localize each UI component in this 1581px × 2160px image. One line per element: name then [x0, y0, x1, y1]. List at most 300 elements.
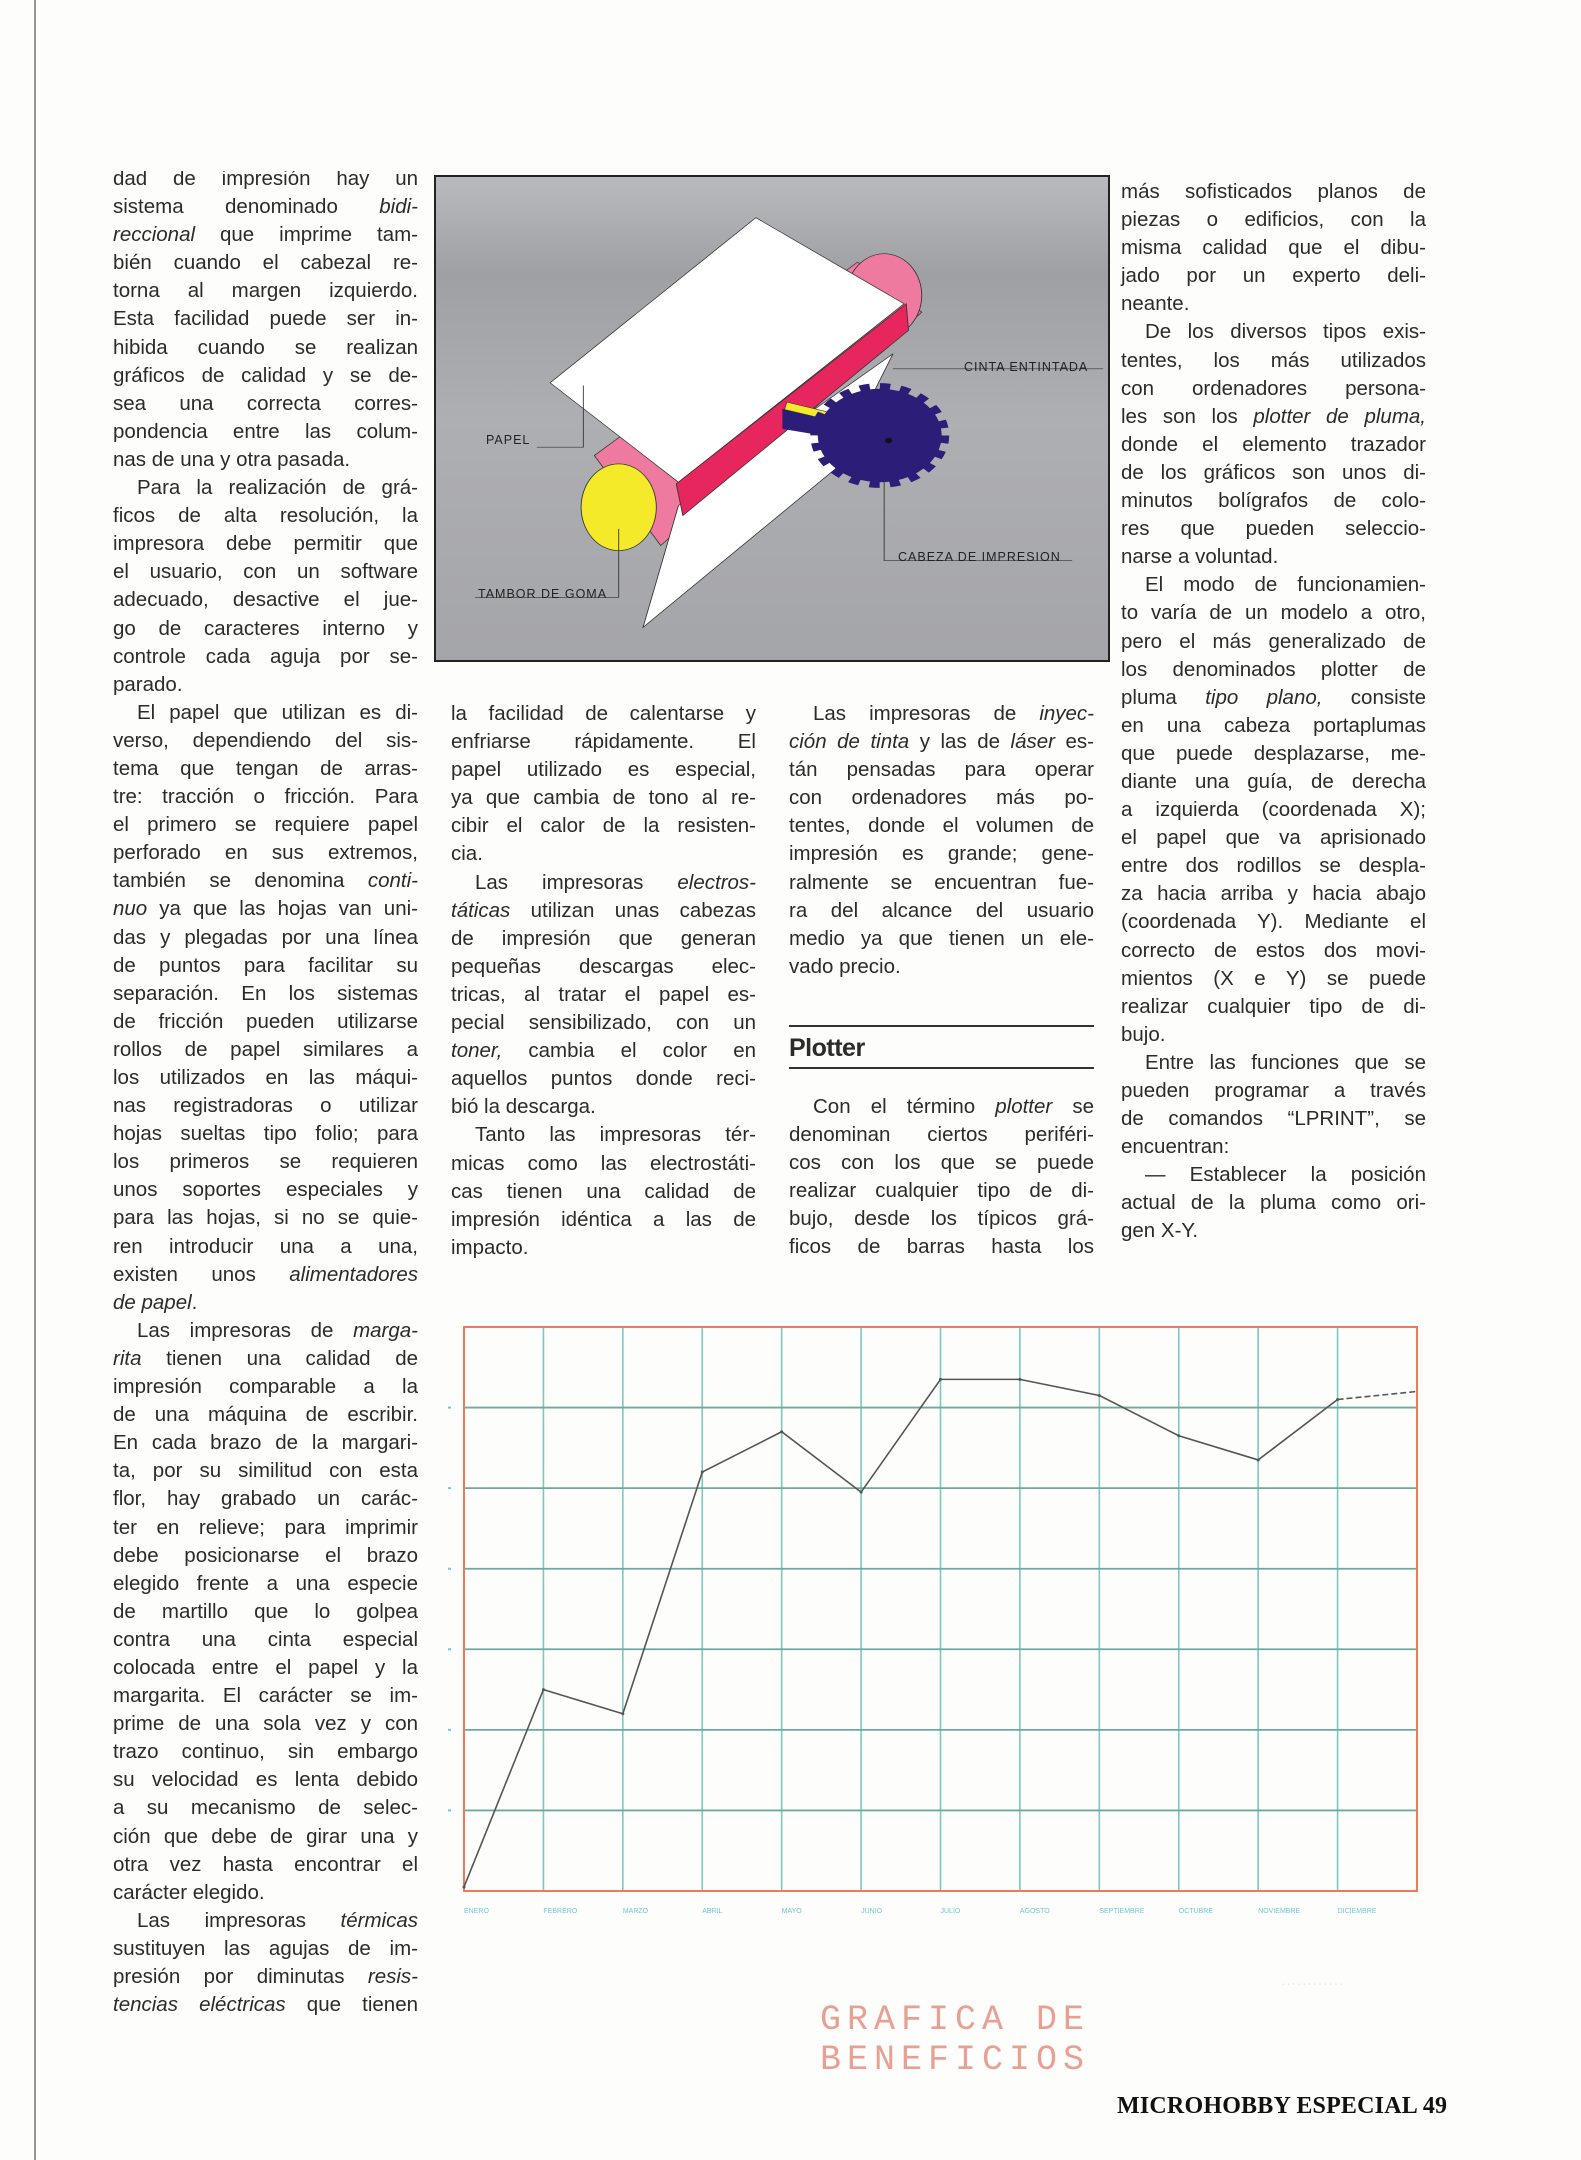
- text-run: que tienen: [285, 1993, 418, 2017]
- text-line: [1121, 1217, 1426, 1245]
- text-run: papel utilizado es especial,: [451, 758, 756, 782]
- paragraph: [451, 1121, 756, 1261]
- text-line: [113, 390, 418, 418]
- text-column-2: [451, 700, 756, 1262]
- text-line: [1121, 628, 1426, 656]
- italic-term: alimentadores: [289, 1262, 418, 1286]
- text-run: Para la realización de grá-: [137, 476, 418, 500]
- text-run: neante.: [1121, 292, 1190, 316]
- text-line: [113, 334, 418, 362]
- text-run: Las impresoras: [475, 870, 678, 894]
- text-line: [113, 1766, 418, 1794]
- italic-term: tipo plano,: [1205, 685, 1323, 709]
- text-line: [113, 171, 418, 193]
- text-line: [113, 305, 418, 333]
- text-run: margarita. El carácter se im-: [113, 1684, 418, 1708]
- text-run: de comandos “LPRINT”, se: [1121, 1107, 1426, 1131]
- text-line: [789, 897, 1094, 925]
- text-line: [113, 1345, 418, 1373]
- text-line: [113, 811, 418, 839]
- text-line: [789, 953, 1094, 981]
- text-run: (coordenada Y). Mediante el: [1121, 910, 1426, 934]
- page-footer: MICROHOBBY ESPECIAL 49: [1117, 2093, 1448, 2119]
- italic-term: reccional: [113, 223, 196, 247]
- text-line: [113, 895, 418, 923]
- text-line: [1121, 965, 1426, 993]
- italic-term: de papel: [113, 1290, 192, 1314]
- profit-line-chart: [440, 1315, 1440, 1935]
- section-heading: Plotter: [789, 1033, 865, 1062]
- text-line: [113, 530, 418, 558]
- text-line: [451, 981, 756, 1009]
- text-line: [113, 1935, 418, 1963]
- x-tick-label: ENERO: [464, 1908, 489, 1915]
- text-run: mientos (X e Y) se puede: [1121, 966, 1426, 990]
- text-line: [113, 1879, 418, 1907]
- text-line: [789, 1177, 1094, 1205]
- text-run: donde el elemento trazador: [1121, 432, 1426, 456]
- text-run: Entre las funciones que se: [1145, 1050, 1426, 1074]
- text-run: colocada entre el papel y la: [113, 1655, 418, 1679]
- text-line: [789, 1205, 1094, 1233]
- x-tick-label: FEBRERO: [543, 1908, 578, 1915]
- text-run: tán pensadas para operar: [789, 758, 1094, 782]
- text-run: das y plegadas por una línea: [113, 925, 418, 949]
- paragraph: [113, 699, 418, 1317]
- text-line: [1121, 403, 1426, 431]
- series-line-trailing: [1338, 1391, 1417, 1399]
- text-run: los denominados plotter de: [1121, 657, 1426, 681]
- text-run: cambia el color en: [502, 1039, 756, 1063]
- text-run: trazo continuo, sin embargo: [113, 1740, 418, 1764]
- text-line: [113, 418, 418, 446]
- text-line: [113, 1570, 418, 1598]
- data-point: [701, 1471, 704, 1474]
- text-run: to varía de un modelo a otro,: [1121, 601, 1426, 625]
- italic-term: táticas: [451, 898, 511, 922]
- text-run: piezas o edificios, con la: [1121, 208, 1426, 232]
- text-line: [1121, 908, 1426, 936]
- text-line: [113, 1204, 418, 1232]
- text-run: hibida cuando se realizan: [113, 335, 418, 359]
- text-line: [451, 1206, 756, 1234]
- text-line: [113, 867, 418, 895]
- text-run: cibir el calor de la resisten-: [451, 814, 756, 838]
- text-line: [789, 1149, 1094, 1177]
- text-line: [113, 1148, 418, 1176]
- text-line: [451, 756, 756, 784]
- text-line: [113, 1064, 418, 1092]
- text-run: nas de una y otra pasada.: [113, 447, 351, 471]
- text-run: torna al margen izquierdo.: [113, 279, 418, 303]
- text-run: prime de una sola vez y con: [113, 1712, 418, 1736]
- text-run: de impresión que generan: [451, 926, 756, 950]
- text-run: impresión comparable a la: [113, 1375, 418, 1399]
- paragraph: [113, 1317, 418, 1907]
- paragraph: [451, 700, 756, 869]
- text-line: [1121, 937, 1426, 965]
- text-run: impresión es grande; gene-: [789, 842, 1094, 866]
- paragraph: [113, 474, 418, 699]
- text-run: hojas sueltas tipo folio; para: [113, 1122, 418, 1146]
- text-run: existen unos: [113, 1262, 290, 1286]
- text-line: [113, 1176, 418, 1204]
- text-line: [113, 1429, 418, 1457]
- text-line: [451, 784, 756, 812]
- text-line: [1121, 993, 1426, 1021]
- text-line: [113, 558, 418, 586]
- italic-term: láser: [1010, 730, 1055, 754]
- text-run: Las impresoras de: [137, 1318, 354, 1342]
- text-run: narse a voluntad.: [1121, 545, 1279, 569]
- italic-term: resis-: [367, 1965, 418, 1988]
- text-line: [789, 840, 1094, 868]
- text-line: [113, 1654, 418, 1682]
- text-line: [1121, 880, 1426, 908]
- text-line: [1121, 1189, 1426, 1217]
- text-run: unos soportes especiales y: [113, 1178, 418, 1202]
- text-line: [113, 615, 418, 643]
- text-run: Con el término: [813, 1094, 996, 1118]
- text-run: pluma: [1121, 685, 1206, 709]
- text-run: ta, por su similitud con esta: [113, 1459, 418, 1483]
- text-run: Las impresoras: [137, 1908, 341, 1932]
- text-run: los primeros se requieren: [113, 1150, 418, 1174]
- italic-term: plotter de pluma,: [1253, 404, 1426, 428]
- paragraph: [113, 1907, 418, 2019]
- text-run: Tanto las impresoras tér-: [475, 1123, 756, 1147]
- paragraph: [789, 700, 1094, 981]
- text-line: [451, 1234, 756, 1262]
- text-run: actual de la pluma como ori-: [1121, 1191, 1426, 1215]
- text-run: bujo.: [1121, 1022, 1166, 1046]
- text-line: [113, 1373, 418, 1401]
- text-line: [113, 1851, 418, 1879]
- text-line: [789, 1233, 1094, 1261]
- text-run: sistema denominado: [113, 195, 380, 219]
- x-tick-label: JULIO: [940, 1908, 961, 1915]
- text-line: [789, 812, 1094, 840]
- text-run: y las de: [909, 730, 1011, 754]
- text-run: denominan ciertos periféri-: [789, 1123, 1094, 1147]
- text-line: [1121, 459, 1426, 487]
- text-line: [1121, 684, 1426, 712]
- text-run: ter en relieve; para imprimir: [113, 1515, 418, 1539]
- x-tick-label: NOVIEMBRE: [1258, 1908, 1301, 1915]
- text-run: cia.: [451, 842, 483, 866]
- italic-term: térmicas: [340, 1908, 418, 1932]
- text-run: es-: [1054, 730, 1094, 754]
- x-tick-label: OCTUBRE: [1178, 1908, 1213, 1915]
- text-run: los utilizados en las máqui-: [113, 1066, 418, 1089]
- text-line: [113, 1794, 418, 1822]
- text-run: El modo de funcionamien-: [1145, 573, 1426, 597]
- text-line: [113, 1261, 418, 1289]
- text-run: — Establecer la posición: [1145, 1163, 1426, 1187]
- text-line: [113, 1289, 418, 1317]
- text-line: [1121, 1049, 1426, 1077]
- text-run: ficos de alta resolución, la: [113, 504, 418, 528]
- text-run: bió la descarga.: [451, 1095, 596, 1119]
- text-run: elegido frente a una especie: [113, 1571, 418, 1595]
- text-run: tentes, los más utilizados: [1121, 348, 1426, 372]
- text-run: res que pueden seleccio-: [1121, 517, 1426, 541]
- text-run: su velocidad es lenta debido: [113, 1768, 418, 1792]
- text-run: otra vez hasta encontrar el: [113, 1852, 418, 1876]
- italic-term: nuo: [113, 897, 148, 921]
- text-run: de martillo que lo golpea: [113, 1599, 418, 1623]
- text-line: [113, 1485, 418, 1513]
- text-run: el papel que va aprisionado: [1121, 826, 1426, 850]
- data-point: [860, 1491, 863, 1494]
- text-run: tentes, donde el volumen de: [789, 814, 1094, 838]
- text-line: [1121, 656, 1426, 684]
- label-rubber-drum: TAMBOR DE GOMA: [478, 587, 608, 601]
- data-point: [780, 1430, 783, 1433]
- text-line: [451, 840, 756, 868]
- italic-term: conti-: [367, 869, 418, 893]
- paragraph: [451, 869, 756, 1122]
- text-line: [451, 1037, 756, 1065]
- text-line: [113, 1036, 418, 1064]
- text-run: Esta facilidad puede ser in-: [113, 307, 418, 331]
- text-run: correcto de estos dos movi-: [1121, 938, 1426, 962]
- text-line: [1121, 824, 1426, 852]
- text-line: [1121, 599, 1426, 627]
- text-line: [789, 756, 1094, 784]
- label-paper: PAPEL: [486, 433, 531, 447]
- text-run: pondencia entre las colum-: [113, 419, 418, 443]
- text-line: [789, 728, 1094, 756]
- text-line: [113, 1092, 418, 1120]
- text-line: [789, 869, 1094, 897]
- paragraph: [113, 171, 418, 474]
- column-1-clip: [100, 171, 430, 2071]
- text-run: separación. En los sistemas: [113, 981, 418, 1005]
- text-run: bujo, desde los típicos grá-: [789, 1207, 1094, 1231]
- text-line: [113, 952, 418, 980]
- text-run: presión por diminutas: [113, 1965, 368, 1988]
- chart-credit-smudge: · · · · · · · · · · · ·: [1282, 1981, 1343, 1988]
- text-run: go de caracteres interno y: [113, 616, 418, 640]
- text-run: entre dos rodillos se despla-: [1121, 854, 1426, 878]
- text-run: de una máquina de escribir.: [113, 1403, 418, 1427]
- italic-term: plotter: [995, 1094, 1053, 1118]
- text-run: tricas, al tratar el papel es-: [451, 982, 756, 1006]
- heading-rule-bottom: [789, 1067, 1094, 1069]
- text-run: realizar cualquier tipo de di-: [1121, 994, 1426, 1018]
- paragraph: [1121, 1161, 1426, 1245]
- text-run: que imprime tam-: [195, 223, 418, 247]
- text-run: jado por un experto deli-: [1121, 264, 1426, 288]
- text-line: [113, 699, 418, 727]
- text-line: [1121, 347, 1426, 375]
- text-line: [113, 446, 418, 474]
- text-line: [1121, 375, 1426, 403]
- text-line: [113, 1963, 418, 1991]
- italic-term: toner,: [451, 1039, 503, 1063]
- text-run: impacto.: [451, 1235, 529, 1259]
- text-run: pero el más generalizado de: [1121, 629, 1426, 653]
- text-line: [113, 586, 418, 614]
- text-run: les son los: [1121, 404, 1254, 428]
- text-line: [1121, 543, 1426, 571]
- text-run: que puede desplazarse, me-: [1121, 741, 1426, 765]
- text-run: En cada brazo de la margari-: [113, 1431, 418, 1455]
- text-line: [1121, 290, 1426, 318]
- text-run: De los diversos tipos exis-: [1145, 320, 1426, 344]
- text-run: El papel que utilizan es di-: [137, 700, 418, 724]
- text-run: vado precio.: [789, 954, 901, 978]
- text-line: [113, 1907, 418, 1935]
- text-line: [113, 221, 418, 249]
- text-line: [113, 1120, 418, 1148]
- data-point: [1018, 1378, 1021, 1381]
- text-line: [1121, 487, 1426, 515]
- text-run: ya que cambia de tono al re-: [451, 786, 756, 810]
- text-line: [113, 1008, 418, 1036]
- text-run: de puntos para facilitar su: [113, 953, 418, 977]
- italic-term: tencias eléctricas: [113, 1993, 286, 2017]
- x-tick-label: JUNIO: [861, 1908, 883, 1915]
- text-line: [789, 700, 1094, 728]
- text-run: micas como las electrostáti-: [451, 1151, 756, 1175]
- text-line: [113, 1514, 418, 1542]
- text-line: [113, 1626, 418, 1654]
- text-run: con ordenadores más po-: [789, 786, 1094, 810]
- chart-title: GRAFICA DE BENEFICIOS: [819, 2000, 1091, 2080]
- text-line: [113, 1598, 418, 1626]
- text-run: consiste: [1322, 685, 1427, 709]
- italic-term: rita: [113, 1346, 142, 1370]
- text-line: [451, 700, 756, 728]
- text-run: bién cuando el cabezal re-: [113, 251, 418, 275]
- text-line: [113, 727, 418, 755]
- italic-term: inyec-: [1039, 702, 1094, 725]
- text-line: [113, 1823, 418, 1851]
- italic-term: bidi-: [379, 195, 418, 219]
- data-point: [1098, 1394, 1101, 1397]
- text-line: [1121, 515, 1426, 543]
- text-line: [113, 755, 418, 783]
- text-run: ra del alcance del usuario: [789, 898, 1094, 922]
- data-point: [939, 1378, 942, 1381]
- paragraph: [1121, 571, 1426, 1049]
- paragraph: [789, 1093, 1094, 1262]
- text-run: medio ya que tienen un ele-: [789, 926, 1094, 950]
- text-line: [113, 362, 418, 390]
- text-run: realizar cualquier tipo de di-: [789, 1179, 1094, 1203]
- text-line: [113, 671, 418, 699]
- text-run: de fricción pueden utilizarse: [113, 1009, 418, 1033]
- text-line: [451, 1178, 756, 1206]
- text-run: sea una correcta corres-: [113, 391, 418, 415]
- text-line: [113, 1542, 418, 1570]
- text-line: [789, 784, 1094, 812]
- data-point: [621, 1712, 624, 1715]
- x-tick-label: AGOSTO: [1019, 1908, 1050, 1915]
- text-line: [451, 812, 756, 840]
- text-line: [113, 249, 418, 277]
- text-line: [1121, 852, 1426, 880]
- text-run: Las impresoras de: [813, 702, 1040, 725]
- text-line: [451, 1150, 756, 1178]
- x-tick-label: ABRIL: [702, 1908, 723, 1915]
- text-run: contra una cinta especial: [113, 1627, 418, 1651]
- text-line: [1121, 1105, 1426, 1133]
- text-column-1: [113, 171, 418, 2019]
- text-line: [1121, 1077, 1426, 1105]
- text-line: [789, 925, 1094, 953]
- text-run: también se denomina: [113, 869, 368, 893]
- text-line: [789, 1121, 1094, 1149]
- text-line: [1121, 318, 1426, 346]
- print-head-gear: [818, 389, 942, 482]
- text-column-4: [1121, 178, 1426, 1246]
- text-run: cos con los que se puede: [789, 1151, 1094, 1175]
- text-run: ralmente se encuentran fue-: [789, 870, 1094, 894]
- text-run: ya que las hojas van uni-: [147, 897, 418, 921]
- text-line: [451, 1065, 756, 1093]
- text-line: [1121, 206, 1426, 234]
- text-line: [1121, 234, 1426, 262]
- text-run: ren introducir una a una,: [113, 1234, 418, 1258]
- text-run: gráficos de calidad y se de-: [113, 363, 418, 387]
- text-line: [1121, 178, 1426, 206]
- text-line: [113, 924, 418, 952]
- text-line: [1121, 712, 1426, 740]
- text-run: controle cada aguja por se-: [113, 644, 418, 668]
- text-run: el usuario, con un software: [113, 560, 418, 584]
- printer-mechanism-diagram: [434, 175, 1110, 662]
- text-run: el primero se requiere papel: [113, 813, 418, 837]
- text-run: adecuado, desactive el jue-: [113, 588, 418, 612]
- text-line: [113, 502, 418, 530]
- text-run: pecial sensibilizado, con un: [451, 1011, 756, 1035]
- text-run: ficos de barras hasta los: [789, 1235, 1094, 1259]
- text-run: en una cabeza portaplumas: [1121, 713, 1426, 737]
- text-line: [1121, 1021, 1426, 1049]
- text-run: tienen una calidad de: [141, 1346, 418, 1370]
- text-run: debe posicionarse el brazo: [113, 1543, 418, 1567]
- text-run: de los gráficos son unos di-: [1121, 460, 1426, 484]
- text-run: la facilidad de calentarse y: [451, 702, 756, 725]
- text-line: [113, 1710, 418, 1738]
- label-print-head: CABEZA DE IMPRESION: [898, 550, 1061, 564]
- page-binding-edge: [34, 0, 36, 2160]
- paragraph: [1121, 178, 1426, 318]
- text-run: más sofisticados planos de: [1121, 180, 1426, 203]
- italic-term: marga-: [353, 1318, 418, 1342]
- text-run: .: [191, 1290, 198, 1314]
- text-line: [113, 980, 418, 1008]
- text-line: [1121, 262, 1426, 290]
- x-tick-label: SEPTIEMBRE: [1099, 1908, 1145, 1915]
- x-tick-label: MAYO: [781, 1908, 802, 1915]
- text-run: perforado en sus extremos,: [113, 841, 418, 865]
- text-line: [451, 728, 756, 756]
- data-point: [1177, 1434, 1180, 1437]
- text-run: gen X-Y.: [1121, 1219, 1199, 1243]
- text-line: [451, 897, 756, 925]
- text-line: [1121, 740, 1426, 768]
- text-line: [113, 643, 418, 671]
- text-line: [451, 869, 756, 897]
- text-line: [113, 1457, 418, 1485]
- italic-term: electros-: [677, 870, 756, 894]
- text-run: aquellos puntos donde reci-: [451, 1067, 756, 1091]
- text-run: se: [1052, 1094, 1094, 1118]
